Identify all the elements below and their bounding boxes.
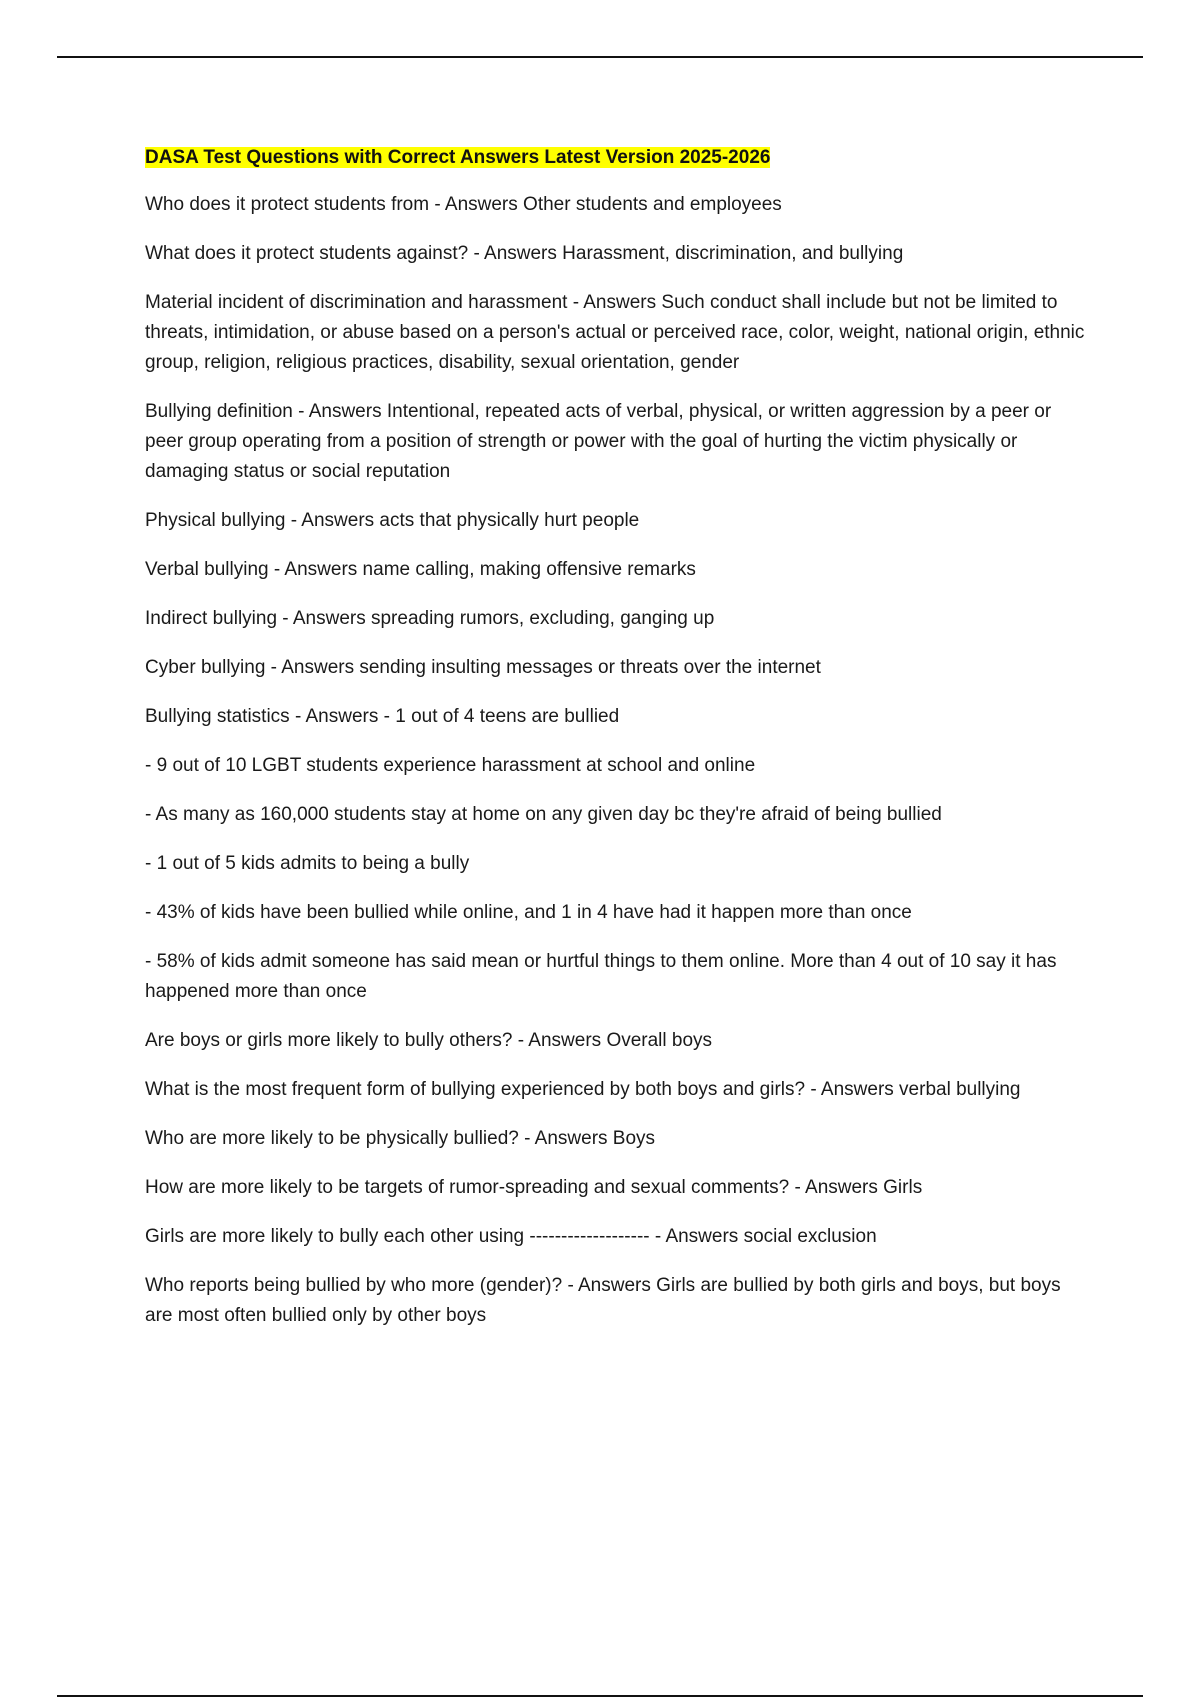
qa-item: - As many as 160,000 students stay at home on any given day bc they're afraid of being bullied <box>145 804 942 825</box>
qa-item: What does it protect students against? - Answers Harassment, discrimination, and bullying <box>145 243 904 264</box>
qa-item: - 43% of kids have been bullied while online, and 1 in 4 have had it happen more than once <box>145 902 912 923</box>
qa-item: - 58% of kids admit someone has said mean or hurtful things to them online. More than 4 out of 10 say it has happened more than once <box>145 951 1057 1002</box>
qa-item: Who are more likely to be physically bullied? - Answers Boys <box>145 1128 656 1149</box>
qa-item: Bullying statistics - Answers - 1 out of 4 teens are bullied <box>145 706 620 727</box>
qa-item: What is the most frequent form of bullying experienced by both boys and girls? - Answers verbal bullying <box>145 1079 1021 1100</box>
qa-item: Are boys or girls more likely to bully others? - Answers Overall boys <box>145 1030 713 1051</box>
document-body <box>145 142 1090 1350</box>
qa-item: Who does it protect students from - Answers Other students and employees <box>145 194 782 215</box>
document-title: DASA Test Questions with Correct Answers Latest Version 2025-2026 <box>145 147 771 168</box>
header-rule <box>57 56 1143 58</box>
qa-item: Physical bullying - Answers acts that physically hurt people <box>145 510 640 531</box>
qa-item: - 9 out of 10 LGBT students experience harassment at school and online <box>145 755 756 776</box>
qa-item: Girls are more likely to bully each other using ------------------- - Answers social exclusion <box>145 1226 877 1247</box>
qa-item: Verbal bullying - Answers name calling, making offensive remarks <box>145 559 696 580</box>
title-block <box>145 142 1090 175</box>
qa-item: Material incident of discrimination and harassment - Answers Such conduct shall include but not be limited to threats, intimidation, or abuse based on a person's actual or perceived race, color, weight, national origin, ethnic group, religion, religious practices, disability, sexual orientation, gender <box>145 292 1085 373</box>
qa-item: Cyber bullying - Answers sending insulting messages or threats over the internet <box>145 657 821 678</box>
qa-item: Indirect bullying - Answers spreading rumors, excluding, ganging up <box>145 608 715 629</box>
qa-item: Who reports being bullied by who more (gender)? - Answers Girls are bullied by both girls and boys, but boys are most often bullied only by other boys <box>145 1275 1061 1326</box>
footer-rule <box>57 1695 1143 1697</box>
qa-item: How are more likely to be targets of rumor-spreading and sexual comments? - Answers Girls <box>145 1177 923 1198</box>
qa-item: Bullying definition - Answers Intentional, repeated acts of verbal, physical, or written aggression by a peer or peer group operating from a position of strength or power with the goal of hurting the victim physically or damaging status or social reputation <box>145 401 1052 482</box>
qa-item: - 1 out of 5 kids admits to being a bully <box>145 853 470 874</box>
